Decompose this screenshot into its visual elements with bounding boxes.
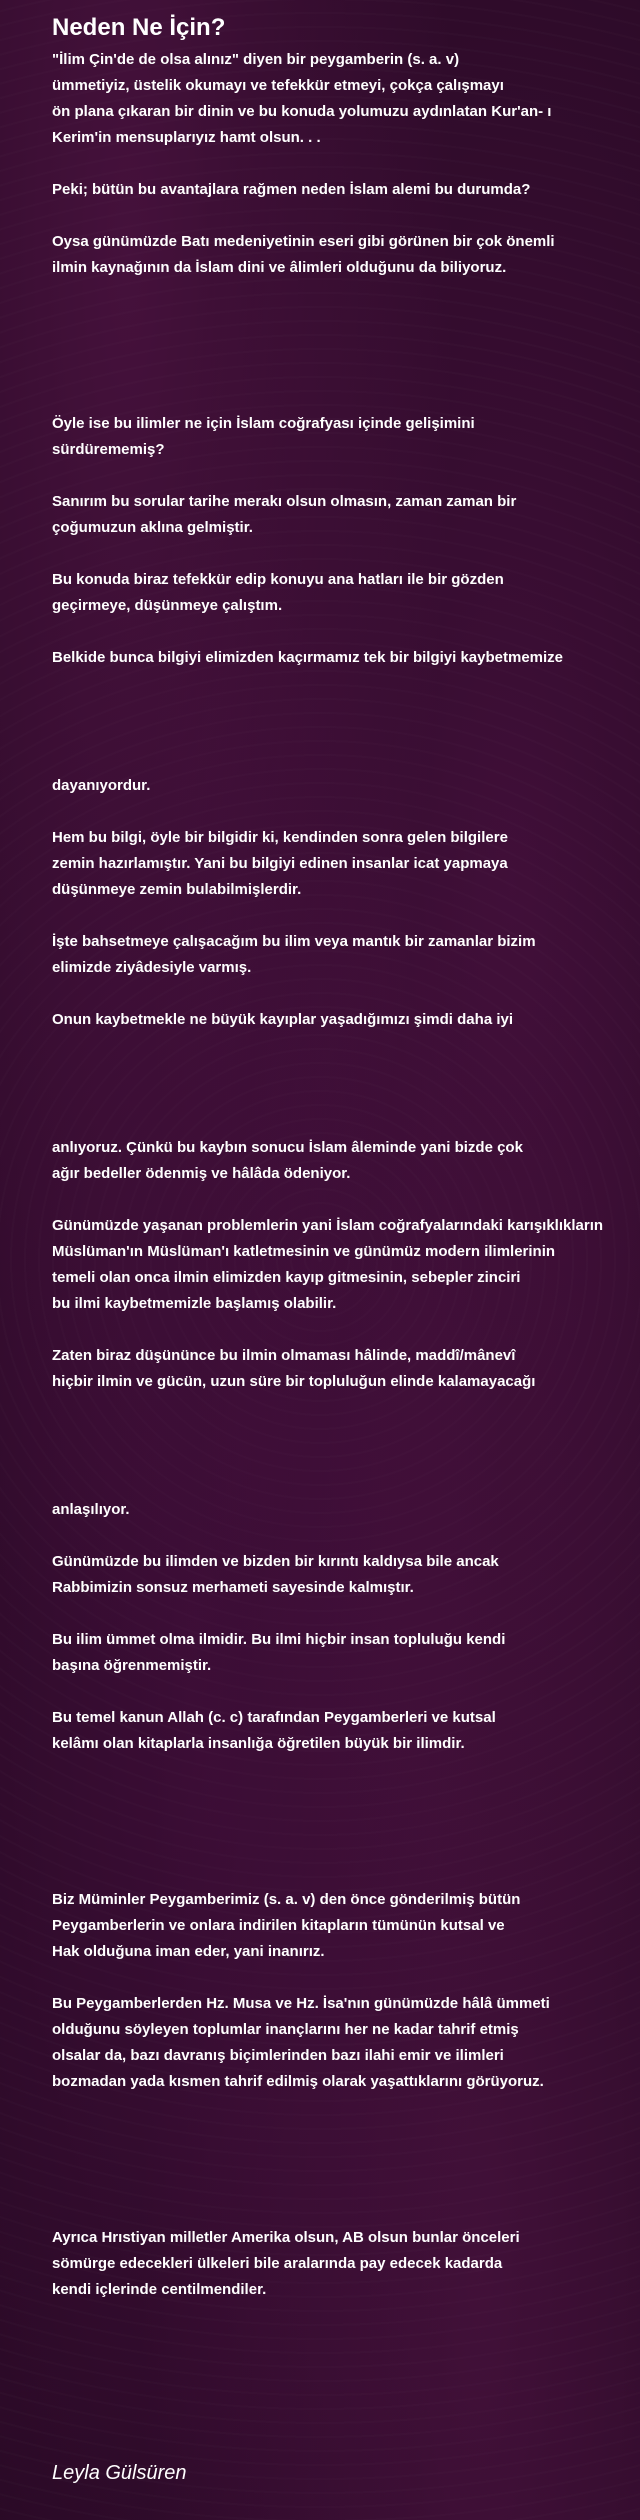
- poem-line: Sanırım bu sorular tarihe merakı olsun olmasın, zaman zaman bir: [52, 493, 517, 510]
- poem-line: "İlim Çin'de de olsa alınız" diyen bir peygamberin (s. a. v): [52, 51, 460, 68]
- poem-line: Kerim'in mensuplarıyız hamt olsun. . .: [52, 129, 321, 146]
- poem-line: hiçbir ilmin ve gücün, uzun süre bir topluluğun elinde kalamayacağı: [52, 1373, 536, 1390]
- poem-line: olduğunu söyleyen toplumlar inançlarını her ne kadar tahrif etmiş: [52, 2021, 519, 2038]
- poem-line: Hem bu bilgi, öyle bir bilgidir ki, kendinden sonra gelen bilgilere: [52, 829, 508, 846]
- poem-line: dayanıyordur.: [52, 777, 151, 794]
- poem-line: Peygamberlerin ve onlara indirilen kitapların tümünün kutsal ve: [52, 1917, 505, 1934]
- poem-line: sürdürememiş?: [52, 441, 165, 458]
- poem-line: düşünmeye zemin bulabilmişlerdir.: [52, 881, 302, 898]
- poem-line: Müslüman'ın Müslüman'ı katletmesinin ve günümüz modern ilimlerinin: [52, 1243, 556, 1260]
- poem-line: temeli olan onca ilmin elimizden kayıp gitmesinin, sebepler zinciri: [52, 1269, 521, 1286]
- poem-line: Zaten biraz düşününce bu ilmin olmaması hâlinde, maddî/mânevî: [52, 1347, 516, 1364]
- poem-line: olsalar da, bazı davranış biçimlerinden bazı ilahi emir ve ilimleri: [52, 2047, 504, 2064]
- poem-line: Bu ilim ümmet olma ilmidir. Bu ilmi hiçbir insan topluluğu kendi: [52, 1631, 506, 1648]
- poem-line: ön plana çıkaran bir dinin ve bu konuda yolumuzu aydınlatan Kur'an- ı: [52, 103, 552, 120]
- poem-line: Bu Peygamberlerden Hz. Musa ve Hz. İsa'nın günümüzde hâlâ ümmeti: [52, 1995, 550, 2012]
- poem-line: Peki; bütün bu avantajlara rağmen neden İslam alemi bu durumda?: [52, 181, 531, 198]
- poem-line: Hak olduğuna iman eder, yani inanırız.: [52, 1943, 325, 1960]
- poem-line: zemin hazırlamıştır. Yani bu bilgiyi edinen insanlar icat yapmaya: [52, 855, 508, 872]
- poem-line: ağır bedeller ödenmiş ve hâlâda ödeniyor.: [52, 1165, 351, 1182]
- poem-line: elimizde ziyâdesiyle varmış.: [52, 959, 252, 976]
- poem-line: anlaşılıyor.: [52, 1501, 130, 1518]
- poem-line: Günümüzde yaşanan problemlerin yani İslam coğrafyalarındaki karışıklıkların: [52, 1217, 604, 1234]
- poem-line: Belkide bunca bilgiyi elimizden kaçırmamız tek bir bilgiyi kaybetmemize: [52, 649, 564, 666]
- poem-line: Biz Müminler Peygamberimiz (s. a. v) den önce gönderilmiş bütün: [52, 1891, 521, 1908]
- poem-line: Ayrıca Hrıstiyan milletler Amerika olsun, AB olsun bunlar önceleri: [52, 2229, 520, 2246]
- poem-line: bozmadan yada kısmen tahrif edilmiş olarak yaşattıklarını görüyoruz.: [52, 2073, 544, 2090]
- poem-line: Günümüzde bu ilimden ve bizden bir kırıntı kaldıysa bile ancak: [52, 1553, 499, 1570]
- poem-line: çoğumuzun aklına gelmiştir.: [52, 519, 253, 536]
- poem-line: geçirmeye, düşünmeye çalıştım.: [52, 597, 283, 614]
- poem-line: kendi içlerinde centilmendiler.: [52, 2281, 267, 2298]
- poem-line: Öyle ise bu ilimler ne için İslam coğrafyası içinde gelişimini: [52, 415, 475, 432]
- poem-line: sömürge edecekleri ülkeleri bile aralarında pay edecek kadarda: [52, 2255, 503, 2272]
- poem-line: Oysa günümüzde Batı medeniyetinin eseri gibi görünen bir çok önemli: [52, 233, 555, 250]
- poem-line: anlıyoruz. Çünkü bu kaybın sonucu İslam âleminde yani bizde çok: [52, 1139, 523, 1156]
- poem-line: Rabbimizin sonsuz merhameti sayesinde kalmıştır.: [52, 1579, 414, 1596]
- poem-line: İşte bahsetmeye çalışacağım bu ilim veya mantık bir zamanlar bizim: [52, 933, 536, 950]
- poem-line: bu ilmi kaybetmemizle başlamış olabilir.: [52, 1295, 337, 1312]
- poem-line: Bu konuda biraz tefekkür edip konuyu ana hatları ile bir gözden: [52, 571, 504, 588]
- poem-line: başına öğrenmemiştir.: [52, 1657, 212, 1674]
- poem-line: ilmin kaynağının da İslam dini ve âlimleri olduğunu da biliyoruz.: [52, 259, 507, 276]
- poem-line: Bu temel kanun Allah (c. c) tarafından Peygamberleri ve kutsal: [52, 1709, 496, 1726]
- poem-title: Neden Ne İçin?: [52, 14, 226, 41]
- poem-author: Leyla Gülsüren: [52, 2462, 187, 2484]
- poem-line: ümmetiyiz, üstelik okumayı ve tefekkür etmeyi, çokça çalışmayı: [52, 77, 504, 94]
- poem-line: Onun kaybetmekle ne büyük kayıplar yaşadığımızı şimdi daha iyi: [52, 1011, 514, 1028]
- poem-line: kelâmı olan kitaplarla insanlığa öğretilen büyük bir ilimdir.: [52, 1735, 465, 1752]
